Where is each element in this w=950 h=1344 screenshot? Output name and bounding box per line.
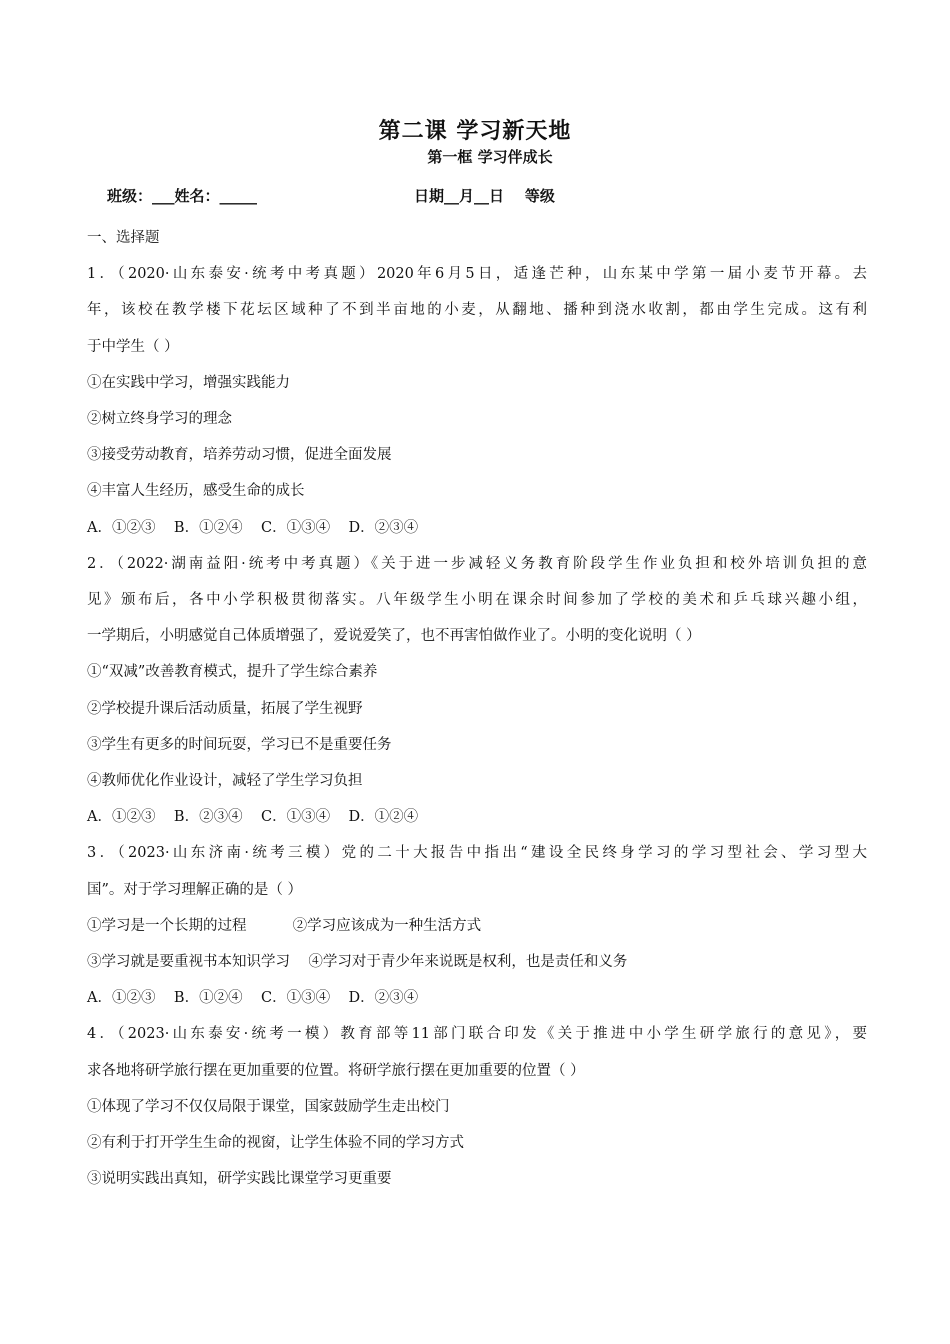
- statement-item: ④丰富人生经历，感受生命的成长: [87, 483, 305, 500]
- question-1: [87, 256, 867, 546]
- statement-item: ③说明实践出真知，研学实践比课堂学习更重要: [87, 1171, 392, 1188]
- statement-item: ③学生有更多的时间玩耍，学习已不是重要任务: [87, 736, 392, 753]
- question-4: [87, 1016, 867, 1197]
- question-stem-line: 3．（2023·山东济南·统考三模）党的二十大报告中指出“建设全民终身学习的学习型社会、学习型大: [87, 845, 867, 862]
- question-stem-line: 4．（2023·山东泰安·统考一模）教育部等11部门联合印发《关于推进中小学生研学旅行的意见》，要: [87, 1026, 867, 1043]
- statement-item: ③学习就是要重视书本知识学习 ④学习对于青少年来说既是权利，也是责任和义务: [87, 954, 628, 971]
- date-grade-field: 日期__月__日 等级: [414, 187, 555, 205]
- statement-item: ②学校提升课后活动质量，拓展了学生视野: [87, 700, 363, 717]
- answer-options: A．①②③ B．①②④ C．①③④ D．②③④: [87, 990, 419, 1007]
- question-stem-line: 一学期后，小明感觉自己体质增强了，爱说爱笑了，也不再害怕做作业了。小明的变化说明（ ）: [87, 628, 701, 645]
- statement-item: ③接受劳动教育，培养劳动习惯，促进全面发展: [87, 447, 392, 464]
- question-stem-line: 年，该校在教学楼下花坛区域种了不到半亩地的小麦，从翻地、播种到浇水收割，都由学生完成。这有利: [87, 302, 867, 319]
- question-3: [87, 835, 867, 1016]
- question-stem-line: 1．（2020·山东泰安·统考中考真题）2020年6月5日，适逢芒种，山东某中学第一届小麦节开幕。去: [87, 266, 867, 283]
- question-stem-line: 国”。对于学习理解正确的是（ ）: [87, 881, 303, 898]
- statement-item: ④教师优化作业设计，减轻了学生学习负担: [87, 773, 363, 790]
- answer-options: A．①②③ B．②③④ C．①③④ D．①②④: [87, 809, 419, 826]
- statement-item: ②有利于打开学生生命的视窗，让学生体验不同的学习方式: [87, 1135, 464, 1152]
- statement-item: ①学习是一个长期的过程 ②学习应该成为一种生活方式: [87, 917, 482, 934]
- question-stem-line: 求各地将研学旅行摆在更加重要的位置。将研学旅行摆在更加重要的位置（ ）: [87, 1062, 585, 1079]
- question-2: [87, 546, 867, 836]
- class-name-field: 班级：___姓名：_____: [107, 187, 258, 205]
- statement-item: ①在实践中学习，增强实践能力: [87, 374, 290, 391]
- section-heading: 一、选择题: [87, 230, 160, 246]
- question-stem-line: 2．（2022·湖南益阳·统考中考真题）《关于进一步减轻义务教育阶段学生作业负担和校外培训负担的意: [87, 555, 867, 572]
- question-stem-line: 于中学生（ ）: [87, 338, 179, 355]
- page-title: 第二课 学习新天地: [378, 118, 572, 144]
- statement-item: ②树立终身学习的理念: [87, 411, 232, 428]
- page-subtitle: 第一框 学习伴成长: [427, 148, 553, 166]
- statement-item: ①体现了学习不仅仅局限于课堂，国家鼓励学生走出校门: [87, 1098, 450, 1115]
- question-stem-line: 见》颁布后，各中小学积极贯彻落实。八年级学生小明在课余时间参加了学校的美术和乒乓球兴趣小组，: [87, 592, 867, 609]
- question-content: [87, 220, 867, 1197]
- statement-item: ①“双减”改善教育模式，提升了学生综合素养: [87, 664, 378, 681]
- answer-options: A．①②③ B．①②④ C．①③④ D．②③④: [87, 519, 419, 536]
